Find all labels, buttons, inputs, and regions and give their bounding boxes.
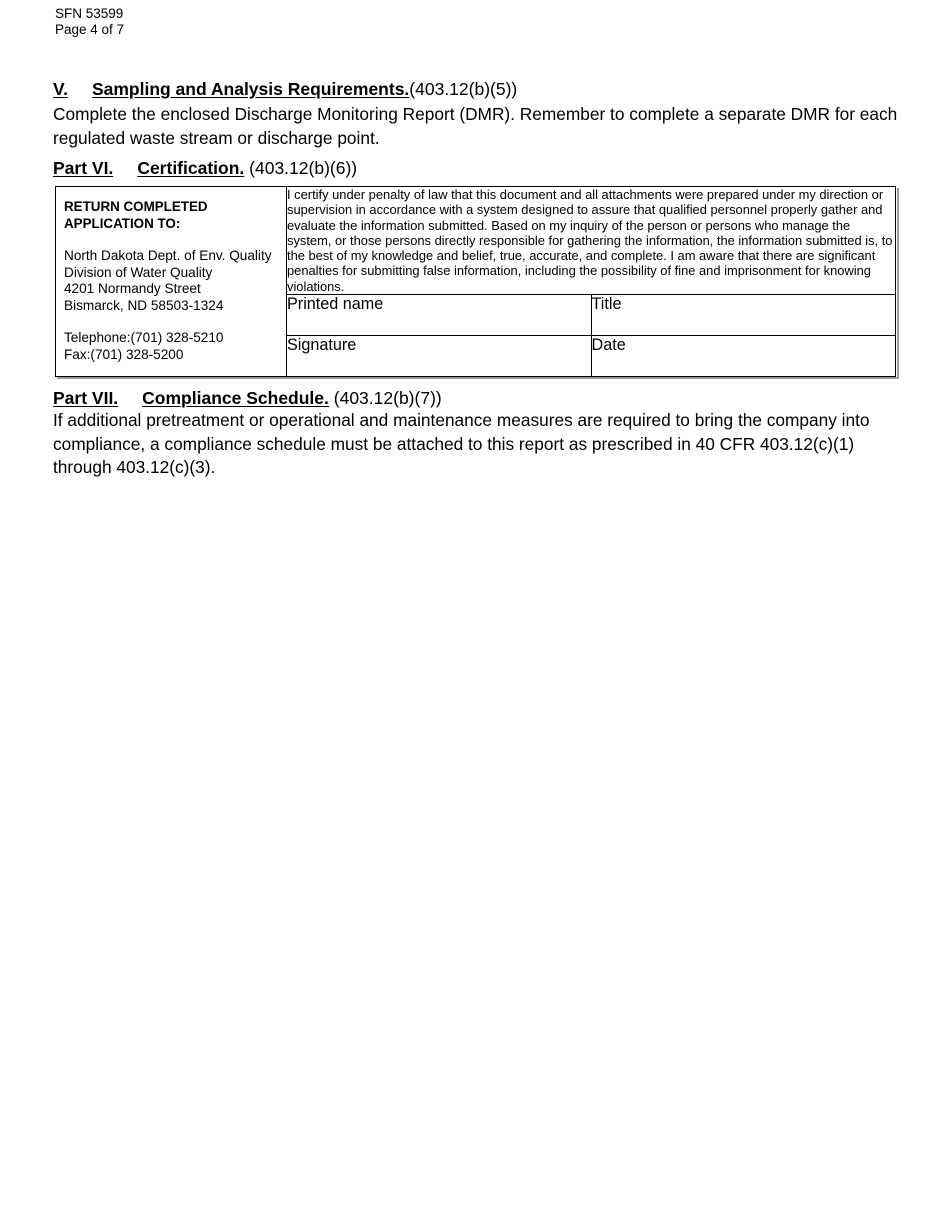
part-vi-heading-text: Part VI. Certification. (53, 158, 245, 178)
printed-name-field[interactable] (287, 295, 592, 336)
date-label: Date (591, 336, 626, 355)
return-telephone: Telephone:(701) 328-5210 (64, 330, 224, 345)
return-city-state-zip: Bismarck, ND 58503-1324 (64, 297, 224, 313)
section-v-heading-text: V. Sampling and Analysis Requirements. (53, 79, 410, 99)
return-address-cell (56, 187, 287, 377)
date-field[interactable] (591, 336, 896, 377)
part-vi-heading (53, 158, 357, 179)
return-title-line1: RETURN COMPLETED (64, 199, 208, 214)
signature-label: Signature (287, 336, 357, 355)
part-vii-heading (53, 388, 442, 409)
title-label: Title (591, 295, 622, 314)
return-agency: North Dakota Dept. of Env. Quality (64, 248, 272, 263)
return-address-lines (64, 248, 278, 314)
return-division: Division of Water Quality (64, 264, 213, 280)
printed-name-label: Printed name (287, 295, 384, 314)
certification-statement: I certify under penalty of law that this document and all attachments were prepared under my direction or supervision in accordance with a system designed to assure that qualified personnel properly gather and evaluate the information submitted. Based on my inquiry of the person or persons who manage the system, or those persons directly responsible for gathering the information, the information submitted is, to the best of my knowledge and belief, true, accurate, and complete. I am aware that there are significant penalties for submitting false information, including the possibility of fine and imprisonment for knowing violations. (287, 187, 893, 294)
title-field[interactable] (591, 295, 896, 336)
part-vii-heading-text: Part VII. Compliance Schedule. (53, 388, 329, 408)
table-shadow-right (897, 188, 899, 378)
page-number: Page 4 of 7 (55, 22, 125, 37)
section-v-citation: (403.12(b)(5)) (409, 79, 518, 99)
certification-table (55, 186, 896, 377)
document-header (55, 6, 124, 38)
part-vii-citation: (403.12(b)(7)) (333, 388, 442, 408)
return-address-title (64, 199, 278, 232)
table-shadow-bottom (57, 377, 899, 379)
signature-field[interactable] (287, 336, 592, 377)
part-vii-body: If additional pretreatment or operational and maintenance measures are required to bring the company into compliance, a compliance schedule must be attached to this report as prescribed in 40 CFR 403.12(c)(1) through 403.12(c)(3). (53, 410, 870, 477)
form-number: SFN 53599 (55, 6, 124, 21)
return-fax: Fax:(701) 328-5200 (64, 346, 184, 362)
return-contact-lines (64, 330, 278, 363)
part-vi-citation: (403.12(b)(6)) (249, 158, 358, 178)
return-title-line2: APPLICATION TO: (64, 215, 181, 231)
certification-statement-cell (287, 187, 896, 295)
return-street: 4201 Normandy Street (64, 281, 201, 296)
section-v-body: Complete the enclosed Discharge Monitoring Report (DMR). Remember to complete a separate DMR for each regulated waste stream or discharge point. (53, 104, 898, 148)
section-v-heading (53, 79, 517, 100)
